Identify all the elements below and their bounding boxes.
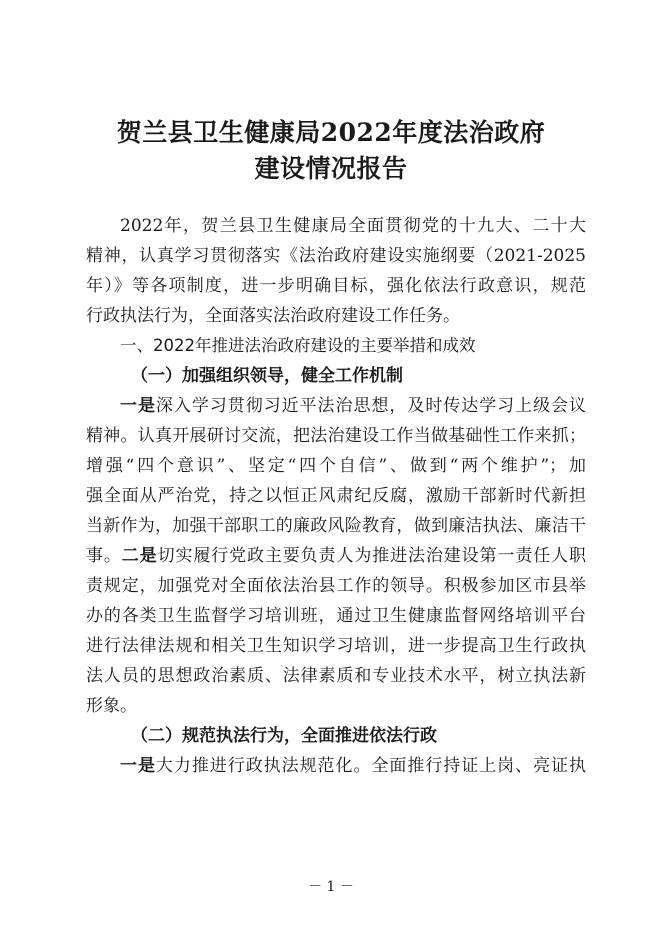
paragraph-line	[86, 751, 586, 781]
intro-line: 行政执法行为，全面落实法治政府建设工作任务。	[86, 306, 460, 326]
paragraph-line: 办的各类卫生监督学习培训班，通过卫生健康监督网络培训平台	[86, 606, 586, 626]
lead-word: 一是	[120, 396, 156, 416]
intro-line: 精神，认真学习贯彻落实《法治政府建设实施纲要（2021-2025	[86, 246, 586, 266]
paragraph-text: 切实履行党政主要负责人为推进法治建设第一责任人职	[157, 546, 586, 566]
document-body	[86, 211, 586, 781]
paragraph-line: 当新作为，加强干部职工的廉政风险教育，做到廉洁执法、廉洁干	[86, 516, 586, 536]
paragraph-line: 形象。	[86, 696, 137, 716]
subsection-heading: （二）规范执法行为，全面推进依法行政	[131, 726, 437, 746]
paragraph-line: 进行法律法规和相关卫生知识学习培训，进一步提高卫生行政执	[86, 636, 586, 656]
paragraph-text: 事。	[86, 546, 122, 566]
subsection-heading: （一）加强组织领导，健全工作机制	[131, 366, 403, 386]
document-title-line-2: 建设情况报告	[254, 154, 408, 183]
section-heading: 一、2022年推进法治政府建设的主要举措和成效	[120, 336, 476, 355]
paragraph-text: 大力推进行政执法规范化。全面推行持证上岗、亮证执	[155, 756, 586, 776]
lead-word: 一是	[120, 756, 156, 776]
paragraph-line	[86, 541, 586, 571]
paragraph-line: 责规定，加强党对全面依法治县工作的领导。积极参加区市县举	[86, 576, 586, 596]
intro-line: 2022年，贺兰县卫生健康局全面贯彻党的十九大、二十大	[120, 216, 586, 236]
paragraph-line: 增强“四个意识”、坚定“四个自信”、做到“两个维护”；加	[86, 456, 586, 476]
paragraph-text: 深入学习贯彻习近平法治思想，及时传达学习上级会议	[155, 396, 586, 416]
paragraph-line	[86, 391, 586, 421]
paragraph-line: 精神。认真开展研讨交流，把法治建设工作当做基础性工作来抓；	[86, 426, 586, 446]
lead-word: 二是	[121, 546, 158, 566]
intro-line: 年）》等各项制度，进一步明确目标，强化依法行政意识，规范	[86, 276, 586, 296]
paragraph-line: 法人员的思想政治素质、法律素质和专业技术水平，树立执法新	[86, 666, 586, 686]
paragraph-line: 强全面从严治党，持之以恒正风肃纪反腐，激励干部新时代新担	[86, 486, 586, 506]
document-title-line-1: 贺兰县卫生健康局2022年度法治政府	[116, 118, 546, 147]
page-number: － 1 －	[308, 879, 354, 895]
